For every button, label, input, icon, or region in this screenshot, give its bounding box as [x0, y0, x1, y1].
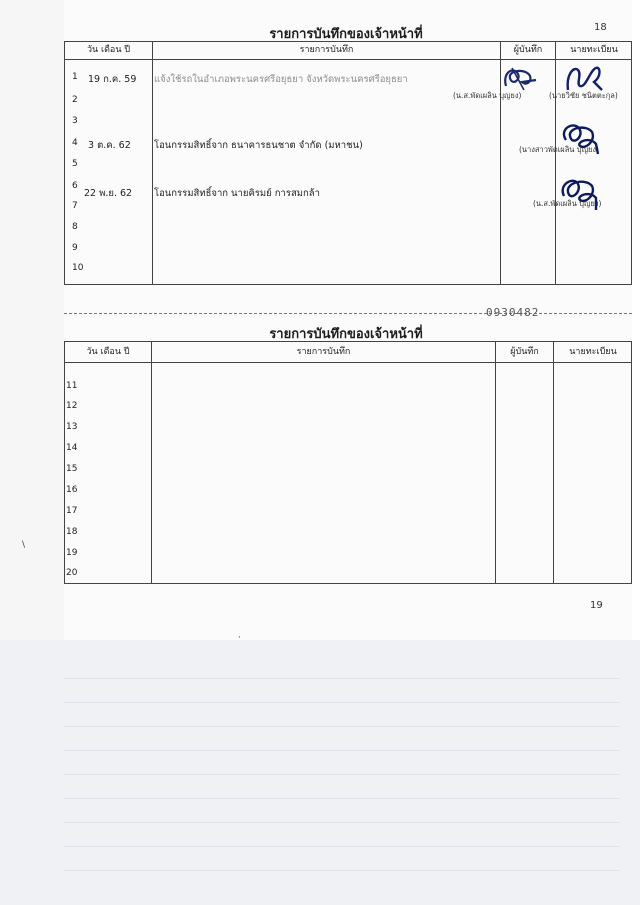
row-number: 1: [72, 72, 78, 82]
row-number: 20: [66, 568, 78, 578]
entry-1-text: แจ้งใช้รถในอำเภอพระนครศรีอยุธยา จังหวัดพระนครศรีอยุธยา: [154, 74, 408, 85]
row-number: 8: [72, 222, 78, 232]
row-number: 14: [66, 443, 78, 453]
row-number: 3: [72, 116, 78, 126]
column-header-record: รายการบันทึก: [299, 45, 354, 55]
row-number: 12: [66, 401, 78, 411]
column-header-recorder: ผู้บันทึก: [510, 347, 539, 357]
entry-3-registrar-name: (น.ส.พัดเผลิน บุญยง): [533, 199, 602, 208]
recorder-signature-1: [498, 60, 542, 96]
entry-1-registrar-name: (นายวิชัย ชนิตตะกุล): [549, 91, 618, 100]
entry-2-registrar-name: (นางสาวพัดเผลิน บุญยง): [519, 145, 599, 154]
entry-3-text: โอนกรรมสิทธิ์จาก นายคิรมย์ การสมกล้า: [154, 188, 320, 199]
row-number: 13: [66, 422, 78, 432]
column-header-registrar: นายทะเบียน: [569, 347, 617, 357]
row-number: 2: [72, 95, 78, 105]
entry-2-date: 3 ต.ค. 62: [88, 140, 131, 151]
row-number: 5: [72, 159, 78, 169]
registrar-signature-2: [556, 118, 602, 160]
row-number: 15: [66, 464, 78, 474]
row-number: 10: [72, 263, 84, 273]
row-number: 4: [72, 138, 78, 148]
entry-2-text: โอนกรรมสิทธิ์จาก ธนาคารธนชาต จำกัด (มหาชน): [154, 140, 363, 151]
top-section-title: รายการบันทึกของเจ้าหน้าที่: [269, 27, 423, 42]
row-number: 17: [66, 506, 78, 516]
underlying-page: [0, 640, 640, 905]
entry-1-date: 19 ก.ค. 59: [88, 74, 137, 85]
row-number: 11: [66, 381, 78, 391]
document-serial-number: 0930482: [486, 306, 540, 319]
row-number: 6: [72, 181, 78, 191]
bottom-page-number: 19: [590, 600, 603, 611]
row-number: 7: [72, 201, 78, 211]
bottom-record-table: [64, 341, 632, 584]
registrar-signature-3: [556, 172, 602, 214]
row-number: 18: [66, 527, 78, 537]
column-header-date: วัน เดือน ปี: [86, 347, 130, 357]
entry-1-recorder-name: (น.ส.พัดเผลิน บุญยง): [453, 91, 522, 100]
registrar-signature-1: [562, 60, 606, 98]
column-header-record: รายการบันทึก: [296, 347, 351, 357]
bottom-section-title: รายการบันทึกของเจ้าหน้าที่: [269, 327, 423, 342]
row-number: 19: [66, 548, 78, 558]
column-header-date: วัน เดือน ปี: [86, 45, 131, 55]
row-number: 9: [72, 243, 78, 253]
top-page-number: 18: [594, 22, 607, 33]
scan-speck: ·: [238, 633, 241, 643]
column-header-recorder: ผู้บันทึก: [513, 45, 543, 55]
entry-3-date: 22 พ.ย. 62: [84, 188, 133, 199]
scan-speck: \: [22, 540, 26, 550]
column-header-registrar: นายทะเบียน: [570, 45, 618, 55]
page-separator: [64, 313, 632, 314]
row-number: 16: [66, 485, 78, 495]
